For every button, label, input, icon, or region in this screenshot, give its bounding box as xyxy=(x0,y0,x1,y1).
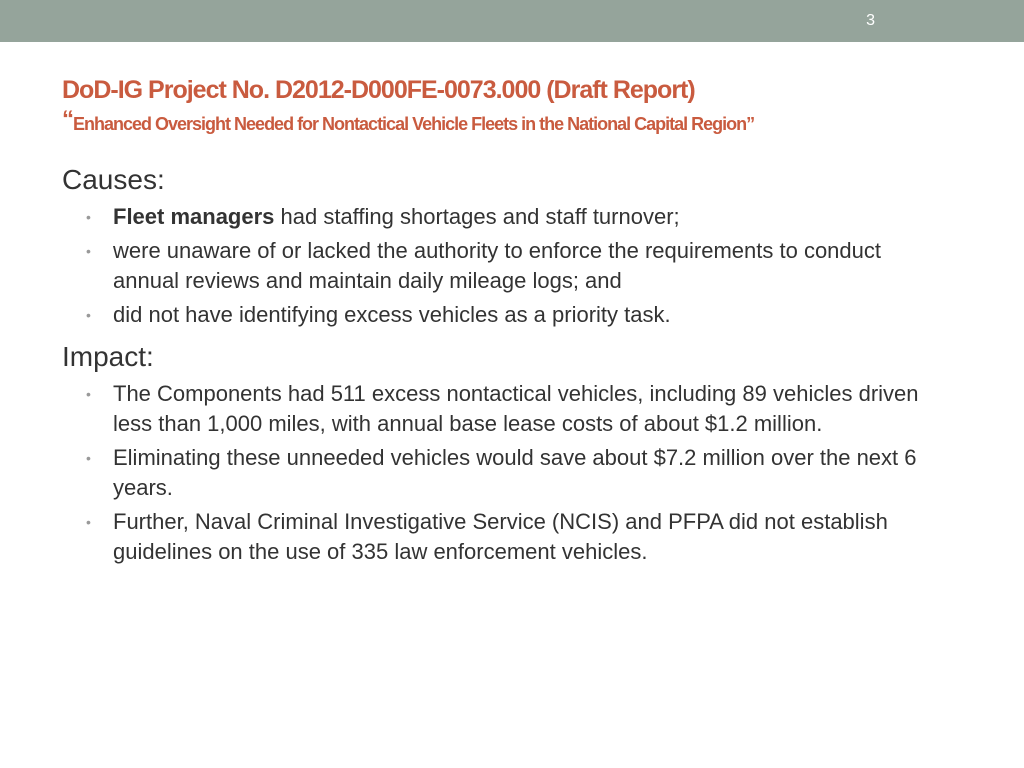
bullet-text: were unaware of or lacked the authority to enforce the requirements to conduct annual reviews and maintain daily mileage logs; and xyxy=(113,238,881,293)
title-line-report-name xyxy=(62,107,982,137)
bullet-icon: • xyxy=(86,514,91,530)
bullet-icon: • xyxy=(86,209,91,225)
causes-list xyxy=(62,202,942,330)
list-item xyxy=(62,202,942,232)
causes-heading: Causes: xyxy=(62,164,165,195)
slide-number: 3 xyxy=(866,12,875,29)
top-band xyxy=(0,0,1024,42)
list-item xyxy=(62,236,942,296)
bullet-bold-text: Fleet managers xyxy=(113,204,275,229)
list-item xyxy=(62,507,942,567)
impact-heading: Impact: xyxy=(62,341,154,372)
slide-content xyxy=(62,162,942,567)
bullet-icon: • xyxy=(86,386,91,402)
bullet-text: Eliminating these unneeded vehicles would save about $7.2 million over the next 6 years. xyxy=(113,445,917,500)
bullet-text: Further, Naval Criminal Investigative Service (NCIS) and PFPA did not establish guidelines on the use of 335 law enforcement vehicles. xyxy=(113,509,888,564)
bullet-text: The Components had 511 excess nontactical vehicles, including 89 vehicles driven less than 1,000 miles, with annual base lease costs of about $1.2 million. xyxy=(113,381,919,436)
bullet-icon: • xyxy=(86,450,91,466)
title-report-name-text: Enhanced Oversight Needed for Nontactical Vehicle Fleets in the National Capital Region” xyxy=(73,114,755,134)
title-open-quote: “ xyxy=(62,106,73,133)
list-item xyxy=(62,443,942,503)
bullet-icon: • xyxy=(86,307,91,323)
impact-list xyxy=(62,379,942,567)
bullet-text: did not have identifying excess vehicles as a priority task. xyxy=(113,302,671,327)
bullet-text: had staffing shortages and staff turnover; xyxy=(274,204,680,229)
slide-title xyxy=(62,74,982,137)
list-item xyxy=(62,379,942,439)
title-line-project: DoD-IG Project No. D2012-D000FE-0073.000 (Draft Report) xyxy=(62,76,695,104)
bullet-icon: • xyxy=(86,243,91,259)
list-item xyxy=(62,300,942,330)
